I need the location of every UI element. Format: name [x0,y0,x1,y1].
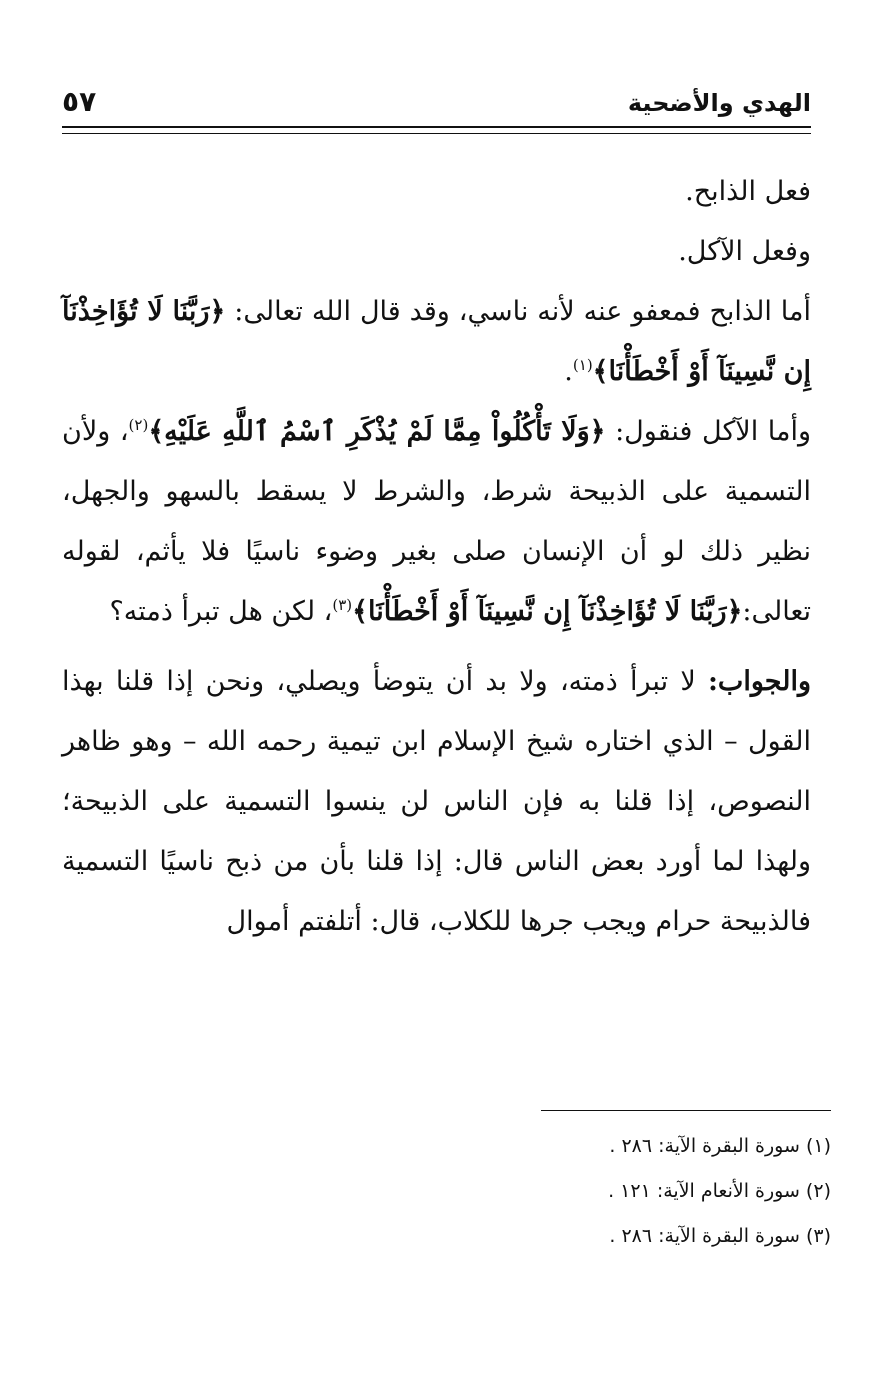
quran-quote: ﴿رَبَّنَا لَا تُؤَاخِذْنَآ إِن نَّسِينَآ أَوْ أَخْطَأْنَا﴾ [62,296,811,387]
main-text [62,162,811,952]
footnote-ref: (١) [572,356,593,374]
footnote-3: (٣) سورة البقرة الآية: ٢٨٦ . [609,1225,831,1247]
paragraph-dhabih [62,282,811,402]
running-header [62,82,811,122]
paragraph-text: وأما الآكل فنقول: [605,416,812,447]
book-title: الهدي والأضحية [627,89,811,117]
paragraph-text: ، لكن هل تبرأ ذمته؟ [109,596,333,627]
paragraph-text: لا تبرأ ذمته، ولا بد أن يتوضأ ويصلي، ونحن إذا قلنا بهذا القول – الذي اختاره شيخ الإسلام ابن تيمية رحمه الله – وهو ظاهر النصوص، إذا قلنا به فإن الناس لن ينسوا التسمية على الذبيحة؛ ولهذا لما أورد بعض الناس قال: إذا قلنا بأن من ذبح ناسيًا التسمية فالذبيحة حرام ويجب جرها للكلاب، قال: أتلفتم أموال [62,666,812,937]
quran-quote: ﴿وَلَا تَأْكُلُواْ مِمَّا لَمْ يُذْكَرِ ٱسْمُ ٱللَّهِ عَلَيْهِ﴾ [148,416,606,447]
paragraph-text: أما الذابح فمعفو عنه لأنه ناسي، وقد قال الله تعالى: [225,296,811,327]
footnote-1: (١) سورة البقرة الآية: ٢٨٦ . [609,1135,831,1157]
footnote-ref: (٢) [128,416,149,434]
footnote-ref: (٣) [332,596,353,614]
paragraph-text: ، ولأن التسمية على الذبيحة شرط، والشرط لا يسقط بالسهو والجهل، نظير ذلك لو أن الإنسان صلى بغير وضوء ناسيًا فلا يأثم، لقوله تعالى: [62,416,811,627]
footnote-separator [541,1110,831,1111]
footnote-2: (٢) سورة الأنعام الآية: ١٢١ . [608,1180,831,1202]
page-number: ٥٧ [62,85,97,118]
line-fiil-al-akil [62,222,811,282]
answer-lead: والجواب: [707,666,811,697]
text-line: فعل الذابح. [685,176,811,207]
footnotes [62,1124,831,1259]
quran-quote: ﴿رَبَّنَا لَا تُؤَاخِذْنَآ إِن نَّسِينَآ أَوْ أَخْطَأْنَا﴾ [352,596,743,627]
text-line: وفعل الآكل. [678,236,811,267]
line-fiil-al-dhabih [62,162,811,222]
header-rule [62,126,811,134]
punctuation: . [564,356,573,387]
paragraph-answer [62,652,811,952]
paragraph-akil [62,402,811,642]
